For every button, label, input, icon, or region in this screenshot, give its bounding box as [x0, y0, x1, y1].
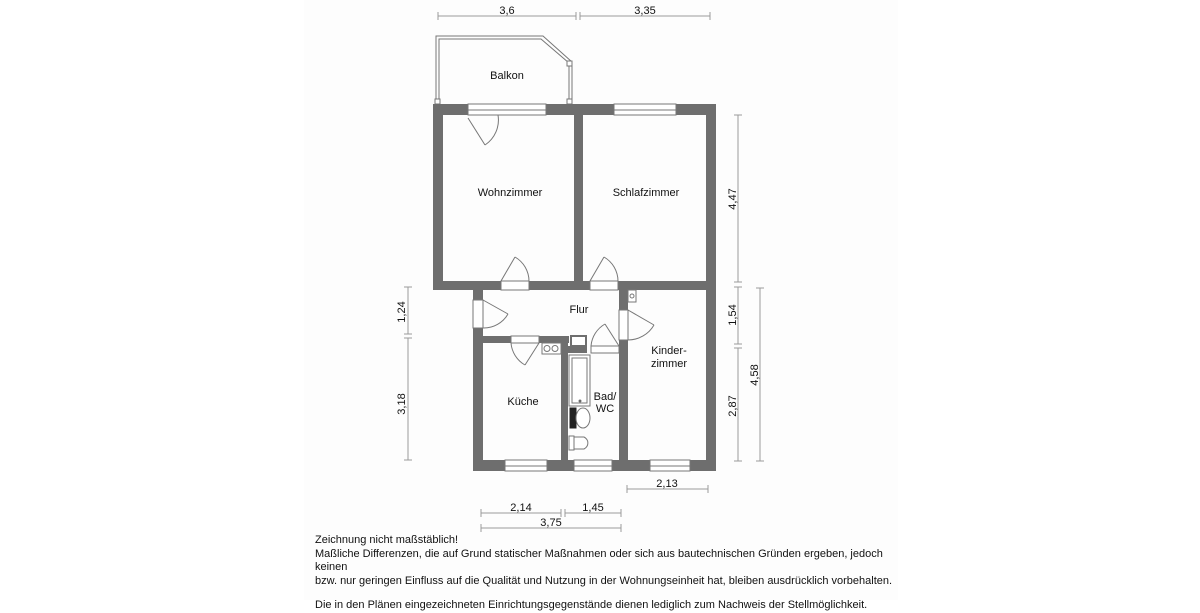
note-line-3: bzw. nur geringen Einfluss auf die Qualität und Nutzung in der Wohnungseinheit hat, bleiben ausdrücklich vorbehalten.: [315, 574, 893, 587]
dim-right-upper: 4,47: [727, 188, 739, 210]
dim-right-lower: 2,87: [727, 395, 739, 417]
room-bad-line1: Bad/: [593, 391, 617, 403]
dim-bottom-mid: 1,45: [582, 502, 604, 514]
dim-bottom-right: 2,13: [656, 478, 678, 490]
dim-top-left: 3,6: [499, 5, 515, 17]
dim-left-upper: 1,24: [396, 301, 408, 323]
room-kueche: Küche: [507, 396, 539, 408]
room-bad-line2: WC: [595, 403, 615, 415]
dim-left-lower: 3,18: [396, 393, 408, 415]
room-kinderzimmer-line2: zimmer: [650, 358, 688, 370]
doors: [468, 115, 654, 365]
room-flur: Flur: [569, 304, 589, 316]
note-line-4: Die in den Plänen eingezeichneten Einrichtungsgegenstände dienen lediglich zum Nachweis der Stellmöglichkeit.: [315, 599, 868, 611]
dim-right-outer: 4,58: [749, 364, 761, 386]
dim-top-right: 3,35: [634, 5, 656, 17]
room-schlafzimmer: Schlafzimmer: [612, 187, 680, 199]
disclaimer-notes: [315, 534, 915, 613]
dim-bottom-left: 2,14: [510, 502, 532, 514]
dim-right-middle: 1,54: [727, 304, 739, 326]
dim-bottom-total: 3,75: [540, 517, 562, 529]
note-line-1: Zeichnung nicht maßstäblich!: [315, 534, 459, 546]
note-line-2: Maßliche Differenzen, die auf Grund statischer Maßnahmen oder sich aus bautechnischen Gründen ergeben, jedoch keinen: [315, 547, 883, 573]
room-kinderzimmer-line1: Kinder-: [651, 345, 687, 357]
room-wohnzimmer: Wohnzimmer: [477, 187, 543, 199]
room-balkon: Balkon: [490, 70, 524, 82]
